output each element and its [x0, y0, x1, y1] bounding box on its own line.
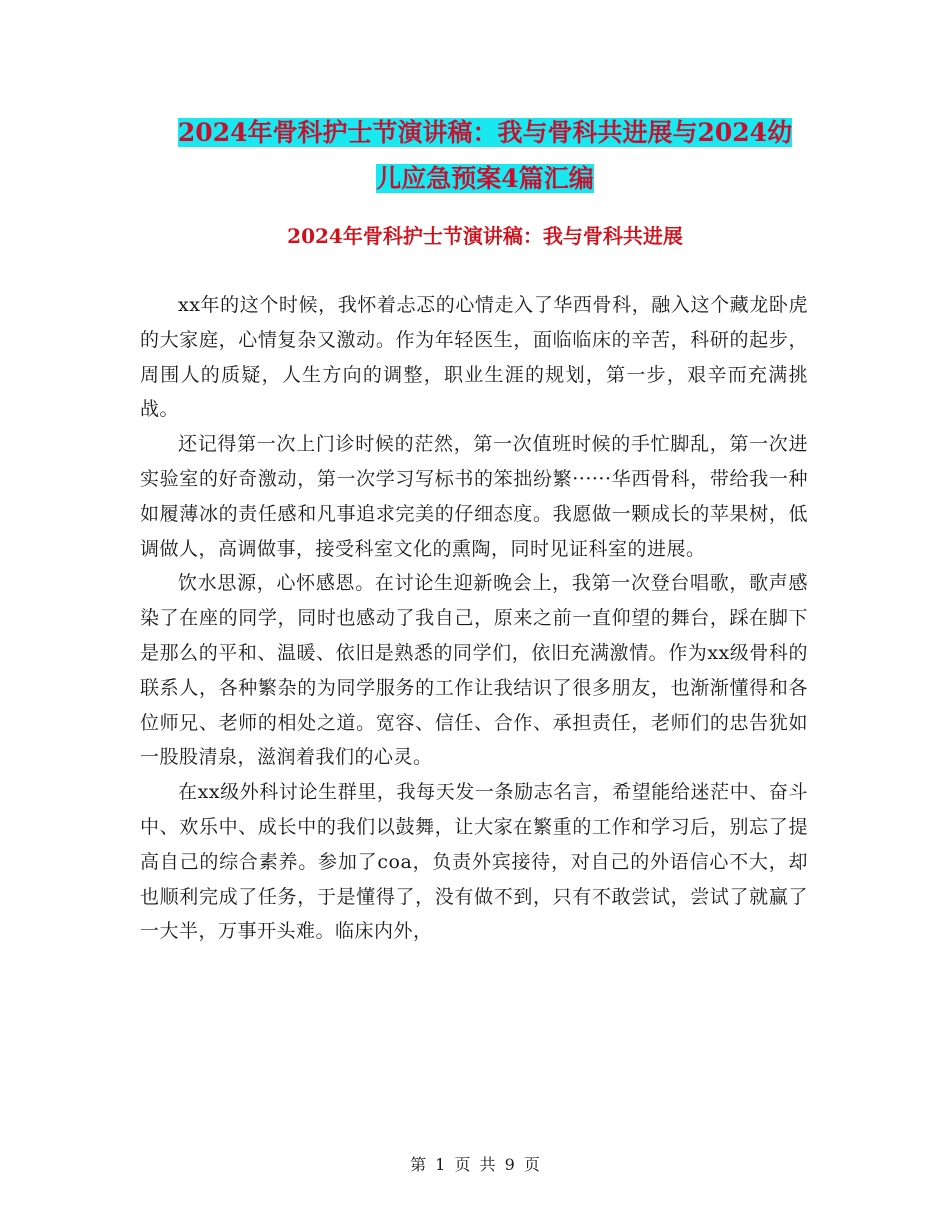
document-title	[140, 110, 830, 202]
title-line-1: 2024年骨科护士节演讲稿：我与骨科共进展与2024幼	[177, 118, 793, 147]
paragraph-4: 在xx级外科讨论生群里，我每天发一条励志名言，希望能给迷茫中、奋斗中、欢乐中、成长中的我们以鼓舞，让大家在繁重的工作和学习后，别忘了提高自己的综合素养。参加了coa，负责外宾接待，对自己的外语信心不大，却也顺利完成了任务，于是懂得了，没有做不到，只有不敢尝试，尝试了就赢了一大半，万事开头难。临床内外，	[140, 781, 808, 943]
paragraph-1: xx年的这个时候，我怀着忐忑的心情走入了华西骨科，融入这个藏龙卧虎的大家庭，心情复杂又激动。作为年轻医生，面临临床的辛苦，科研的起步，周围人的质疑，人生方向的调整，职业生涯的规划，第一步，艰辛而充满挑战。	[140, 294, 808, 421]
body-text	[140, 288, 808, 949]
section-heading: 2024年骨科护士节演讲稿：我与骨科共进展	[287, 224, 683, 248]
page-footer: 第 1 页 共 9 页	[410, 1155, 540, 1174]
paragraph-2: 还记得第一次上门诊时候的茫然，第一次值班时候的手忙脚乱，第一次进实验室的好奇激动，第一次学习写标书的笨拙纷繁······华西骨科，带给我一种如履薄冰的责任感和凡事追求完美的仔细态度。我愿做一颗成长的苹果树，低调做人，高调做事，接受科室文化的熏陶，同时见证科室的进展。	[140, 433, 808, 560]
title-line-2: 儿应急预案4篇汇编	[376, 164, 594, 193]
paragraph-3: 饮水思源，心怀感恩。在讨论生迎新晚会上，我第一次登台唱歌，歌声感染了在座的同学，同时也感动了我自己，原来之前一直仰望的舞台，踩在脚下是那么的平和、温暖、依旧是熟悉的同学们，依旧充满激情。作为xx级骨科的联系人，各种繁杂的为同学服务的工作让我结识了很多朋友，也渐渐懂得和各位师兄、老师的相处之道。宽容、信任、合作、承担责任，老师们的忠告犹如一股股清泉，滋润着我们的心灵。	[140, 572, 808, 769]
